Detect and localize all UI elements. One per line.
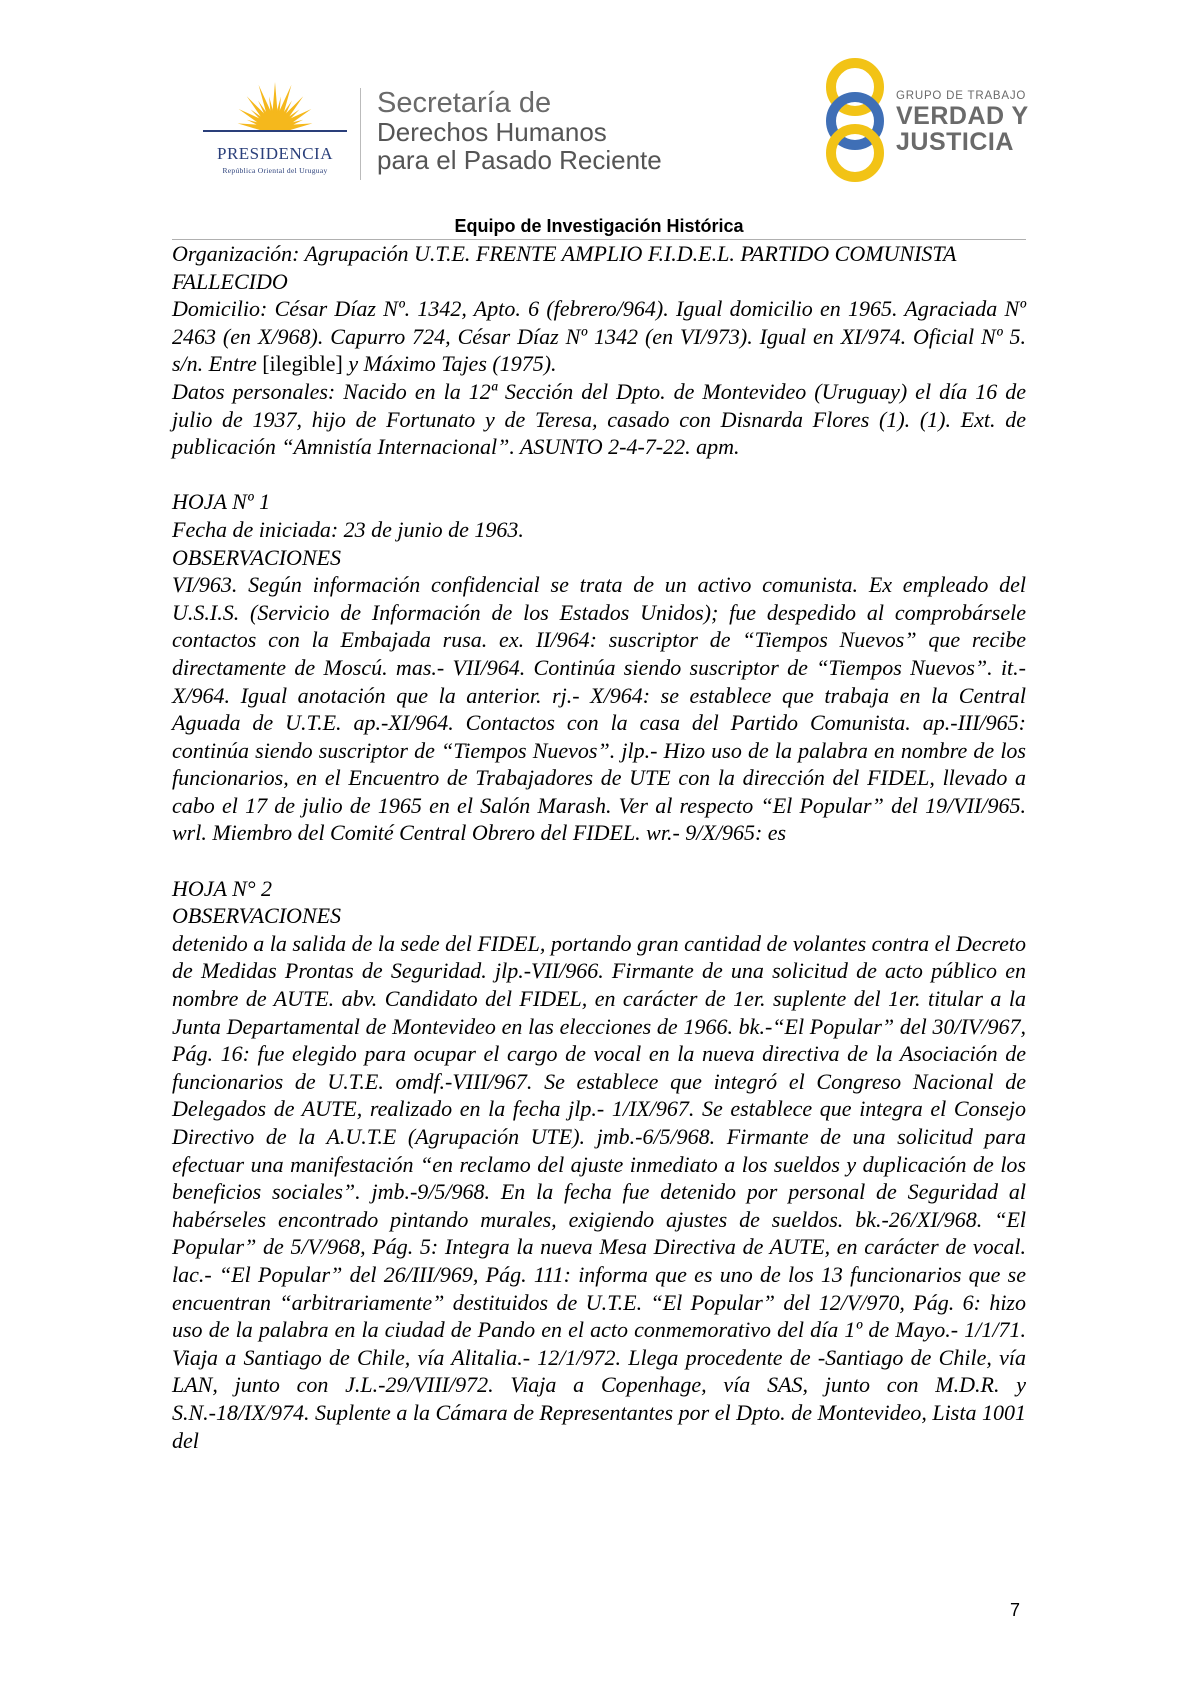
hoja-1-heading: HOJA Nº 1 — [172, 489, 271, 515]
gtvj-line-1: GRUPO DE TRABAJO — [896, 90, 1027, 102]
datos-personales-paragraph: Datos personales: Nacido en la 12ª Sección del Dpto. de Montevideo (Uruguay) el día 16 de julio de 1937, hijo de Fortunato y de Teresa, casado con Disnarda Flores (1). (1). Ext. de publicación “Amnistía Internacional”. ASUNTO 2-4-7-22. apm. — [172, 378, 1026, 460]
secretaria-line-3: para el Pasado Reciente — [377, 145, 662, 175]
team-title: Equipo de Investigación Histórica — [454, 216, 744, 236]
domicilio-text-b: y Máximo Tajes (1975). — [342, 351, 557, 377]
paragraph-gap — [172, 461, 1026, 489]
presidencia-label: PRESIDENCIA — [216, 144, 333, 163]
secretaria-logo — [377, 88, 662, 174]
presidencia-logo — [195, 78, 355, 178]
rings-icon — [820, 55, 890, 185]
page-number: 7 — [1010, 1600, 1021, 1620]
observaciones-1-heading: OBSERVACIONES — [172, 544, 342, 570]
gtvj-line-2: VERDAD Y — [896, 102, 1029, 130]
paragraph-gap — [172, 847, 1026, 875]
organizacion-line: Organización: Agrupación U.T.E. FRENTE AMPLIO F.I.D.E.L. PARTIDO COMUNISTA — [172, 241, 957, 266]
domicilio-paragraph — [172, 295, 1026, 378]
fallecido-line: FALLECIDO — [172, 268, 288, 294]
logo-divider — [360, 88, 361, 180]
ilegible-mark: [ilegible] — [262, 351, 343, 377]
page-header — [0, 0, 1190, 230]
sun-icon — [195, 78, 355, 146]
domicilio-text-a: Domicilio: César Díaz Nº. 1342, Apto. 6 (febrero/964). Igual domicilio en 1965. Agraciada Nº 2463 (en X/968). Capurro 724, César Díaz Nº 1342 (en VI/973). Igual en XI/974. Oficial Nº 5. s/n. Entre — [172, 296, 1026, 377]
hoja-2-heading: HOJA N° 2 — [172, 875, 273, 901]
verdad-justicia-logo — [820, 55, 1050, 185]
observaciones-1-paragraph: VI/963. Según información confidencial se trata de un activo comunista. Ex empleado del U.S.I.S. (Servicio de Información de los Estados Unidos); fue despedido al comprobársele contactos con la Embajada rusa. ex. II/964: suscriptor de “Tiempos Nuevos” que recibe directamente de Moscú. mas.- VII/964. Continúa siendo suscriptor de “Tiempos Nuevos”. it.- X/964. Igual anotación que la anterior. rj.- X/964: se establece que trabaja en la Central Aguada de U.T.E. ap.-XI/964. Contactos con la casa del Partido Comunista. ap.-III/965: continúa siendo suscriptor de “Tiempos Nuevos”. jlp.- Hizo uso de la palabra en nombre de los funcionarios, en el Encuentro de Trabajadores de UTE con la dirección del FIDEL, llevado a cabo el 17 de julio de 1965 en el Salón Marash. Ver al respecto “El Popular” del 19/VII/965. wrl. Miembro del Comité Central Obrero del FIDEL. wr.- 9/X/965: es — [172, 572, 1026, 846]
gtvj-line-3: JUSTICIA — [896, 128, 1014, 156]
document-body — [172, 240, 1026, 1454]
secretaria-line-2: Derechos Humanos — [377, 117, 607, 147]
fecha-iniciada-line: Fecha de iniciada: 23 de junio de 1963. — [172, 516, 524, 542]
secretaria-line-1: Secretaría de — [377, 87, 552, 119]
presidencia-sub: República Oriental del Uruguay — [222, 166, 328, 175]
verdad-justicia-text — [896, 89, 1029, 155]
observaciones-2-paragraph: detenido a la salida de la sede del FIDEL, portando gran cantidad de volantes contra el Decreto de Medidas Prontas de Seguridad. jlp.-VII/966. Firmante de una solicitud de acto público en nombre de AUTE. abv. Candidato del FIDEL, en carácter de 1er. suplente del 1er. titular a la Junta Departamental de Montevideo en las elecciones de 1966. bk.-“El Popular” del 30/IV/967, Pág. 16: fue elegido para ocupar el cargo de vocal en la nueva directiva de la Asociación de funcionarios de U.T.E. omdf.-VIII/967. Se establece que integró el Congreso Nacional de Delegados de AUTE, realizado en la fecha jlp.- 1/IX/967. Se establece que integra el Consejo Directivo de la A.U.T.E (Agrupación UTE). jmb.-6/5/968. Firmante de una solicitud para efectuar una manifestación “en reclamo del ajuste inmediato a los sueldos y duplicación de los beneficios sociales”. jmb.-9/5/968. En la fecha fue detenido por personal de Seguridad al habérseles encontrado pintando murales, exigiendo ajustes de sueldos. bk.-26/XI/968. “El Popular” de 5/V/968, Pág. 5: Integra la nueva Mesa Directiva de AUTE, en carácter de vocal. lac.- “El Popular” del 26/III/969, Pág. 111: informa que es uno de los 13 funcionarios que se encuentran “arbitrariamente” destituidos de U.T.E. “El Popular” del 12/V/970, Pág. 6: hizo uso de la palabra en la ciudad de Pando en el acto conmemorativo del día 1º de Mayo.- 1/1/71. Viaja a Santiago de Chile, vía Alitalia.- 12/1/972. Llega procedente de -Santiago de Chile, vía LAN, junto con J.L.-29/VIII/972. Viaja a Copenhage, vía SAS, junto con M.D.R. y S.N.-18/IX/974. Suplente a la Cámara de Representantes por el Dpto. de Montevideo, Lista 1001 del — [172, 930, 1026, 1453]
observaciones-2-heading: OBSERVACIONES — [172, 903, 342, 929]
